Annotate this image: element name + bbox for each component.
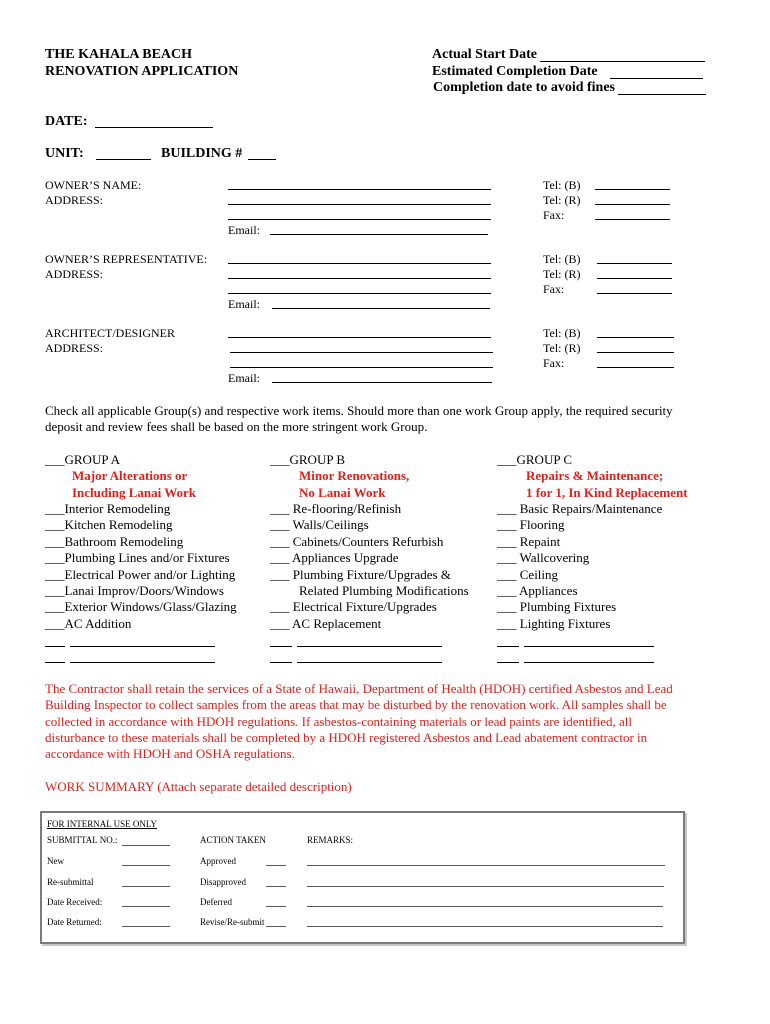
owner-name-label: OWNER’S NAME: <box>45 178 142 192</box>
architect-tel-r-field[interactable] <box>597 352 674 353</box>
action-taken-label: ACTION TAKEN <box>200 835 266 845</box>
internal-action-label: Approved <box>200 856 236 866</box>
new-field[interactable] <box>122 865 170 866</box>
group-b-item[interactable]: ___ Cabinets/Counters Refurbish <box>270 534 444 549</box>
unit-field[interactable] <box>96 159 151 160</box>
owner-address-label: ADDRESS: <box>45 193 104 207</box>
rep-tel-b-field[interactable] <box>597 263 672 264</box>
rep-fax-field[interactable] <box>597 293 672 294</box>
internal-use-box <box>40 811 685 944</box>
group-c-title[interactable]: ___GROUP C <box>497 452 573 467</box>
rep-email-field[interactable] <box>272 308 490 309</box>
architect-label: ARCHITECT/DESIGNER <box>45 326 175 340</box>
owner-email-field[interactable] <box>270 234 488 235</box>
internal-row-label: Date Returned: <box>47 917 102 927</box>
group-a-item[interactable]: ___Exterior Windows/Glass/Glazing <box>45 599 237 614</box>
architect-fax-label: Fax: <box>543 356 565 370</box>
group-c-blank-field-1[interactable] <box>524 646 654 647</box>
approved-field[interactable] <box>266 865 286 866</box>
group-b-item[interactable]: ___ Walls/Ceilings <box>270 517 369 532</box>
owner-address-field-2[interactable] <box>228 219 491 220</box>
form-title-line1: THE KAHALA BEACH <box>45 47 193 62</box>
form-title-line2: RENOVATION APPLICATION <box>45 64 239 79</box>
hdoh-paragraph-line-4: disturbance to these materials shall be completed by a HDOH registered Asbestos and Lead abatement contractor in <box>45 730 648 745</box>
group-b-blank-field-2[interactable] <box>297 662 442 663</box>
date-received-field[interactable] <box>122 906 170 907</box>
group-c-item[interactable]: ___ Lighting Fixtures <box>497 616 611 631</box>
estimated-completion-label: Estimated Completion Date <box>432 64 598 79</box>
owner-address-field-1[interactable] <box>228 204 491 205</box>
internal-row-label: Date Received: <box>47 897 103 907</box>
group-a-title[interactable]: ___GROUP A <box>45 452 121 467</box>
architect-tel-b-field[interactable] <box>597 337 674 338</box>
date-returned-field[interactable] <box>122 926 170 927</box>
group-b-blank-field-1[interactable] <box>297 646 442 647</box>
group-a-subtitle-1: Major Alterations or <box>72 468 188 483</box>
group-a-blank-field-1[interactable] <box>70 646 215 647</box>
architect-email-label: Email: <box>228 371 260 385</box>
rep-address-field-1[interactable] <box>228 278 491 279</box>
group-c-item[interactable]: ___ Plumbing Fixtures <box>497 599 617 614</box>
internal-row-label: New <box>47 856 64 866</box>
owner-email-label: Email: <box>228 223 260 237</box>
completion-fines-field[interactable] <box>618 94 706 95</box>
architect-address-field-2[interactable] <box>230 367 493 368</box>
unit-label: UNIT: <box>45 146 84 161</box>
group-c-blank-check-2[interactable] <box>497 662 519 663</box>
rep-fax-label: Fax: <box>543 282 565 296</box>
rep-name-label: OWNER’S REPRESENTATIVE: <box>45 252 208 266</box>
group-c-blank-check-1[interactable] <box>497 646 519 647</box>
group-b-subtitle-1: Minor Renovations, <box>299 468 410 483</box>
rep-name-field[interactable] <box>228 263 491 264</box>
group-b-item[interactable]: ___ Plumbing Fixture/Upgrades & <box>270 567 451 582</box>
date-label: DATE: <box>45 114 88 129</box>
group-c-item[interactable]: ___ Ceiling <box>497 567 559 582</box>
internal-action-label: Deferred <box>200 897 232 907</box>
remarks-field-3[interactable] <box>307 906 663 907</box>
remarks-field-2[interactable] <box>307 886 664 887</box>
architect-name-field[interactable] <box>228 337 491 338</box>
remarks-field-1[interactable] <box>307 865 665 866</box>
group-a-item[interactable]: ___Electrical Power and/or Lighting <box>45 567 236 582</box>
group-c-item[interactable]: ___ Flooring <box>497 517 565 532</box>
rep-address-field-2[interactable] <box>228 293 491 294</box>
group-a-item[interactable]: ___Plumbing Lines and/or Fixtures <box>45 550 230 565</box>
group-b-title[interactable]: ___GROUP B <box>270 452 346 467</box>
hdoh-paragraph-line-2: Building Inspector to collect samples from the areas that may be disturbed by the renovation work. All samples shall be <box>45 697 667 712</box>
instructions-line-1: Check all applicable Group(s) and respective work items. Should more than one work Group apply, the required security <box>45 403 673 418</box>
group-c-item[interactable]: ___ Wallcovering <box>497 550 590 565</box>
owner-fax-field[interactable] <box>595 219 670 220</box>
owner-tel-r-field[interactable] <box>595 204 670 205</box>
revise-resubmit-field[interactable] <box>266 926 286 927</box>
group-a-item[interactable]: ___AC Addition <box>45 616 132 631</box>
group-a-item[interactable]: ___Kitchen Remodeling <box>45 517 173 532</box>
hdoh-paragraph-line-5: accordance with HDOH and OSHA regulations. <box>45 746 295 761</box>
owner-tel-r-label: Tel: (R) <box>543 193 581 207</box>
work-summary-label: WORK SUMMARY (Attach separate detailed description) <box>45 779 352 794</box>
date-field[interactable] <box>95 127 213 128</box>
completion-fines-label: Completion date to avoid fines <box>433 80 615 95</box>
owner-tel-b-field[interactable] <box>595 189 670 190</box>
group-a-item[interactable]: ___Bathroom Remodeling <box>45 534 184 549</box>
rep-tel-b-label: Tel: (B) <box>543 252 581 266</box>
building-field[interactable] <box>248 159 276 160</box>
building-label: BUILDING # <box>161 146 243 161</box>
group-b-item-continued: Related Plumbing Modifications <box>299 583 469 598</box>
group-c-item[interactable]: ___ Appliances <box>497 583 578 598</box>
group-c-subtitle-1: Repairs & Maintenance; <box>526 468 664 483</box>
rep-email-label: Email: <box>228 297 260 311</box>
submittal-no-label: SUBMITTAL NO.: <box>47 835 118 845</box>
group-b-item[interactable]: ___ Appliances Upgrade <box>270 550 399 565</box>
architect-email-field[interactable] <box>272 382 492 383</box>
remarks-field-4[interactable] <box>307 926 663 927</box>
group-a-item[interactable]: ___Lanai Improv/Doors/Windows <box>45 583 224 598</box>
group-a-blank-check-2[interactable] <box>45 662 65 663</box>
internal-action-label: Revise/Re-submit <box>200 917 265 927</box>
group-a-subtitle-2: Including Lanai Work <box>72 485 197 500</box>
internal-action-label: Disapproved <box>200 877 246 887</box>
architect-fax-field[interactable] <box>597 367 674 368</box>
architect-tel-r-label: Tel: (R) <box>543 341 581 355</box>
internal-use-heading: FOR INTERNAL USE ONLY <box>47 819 158 829</box>
architect-tel-b-label: Tel: (B) <box>543 326 581 340</box>
deferred-field[interactable] <box>266 906 286 907</box>
rep-tel-r-label: Tel: (R) <box>543 267 581 281</box>
group-b-item[interactable]: ___ AC Replacement <box>270 616 382 631</box>
owner-tel-b-label: Tel: (B) <box>543 178 581 192</box>
hdoh-paragraph-line-3: collected in accordance with HDOH regulations. If asbestos-containing materials or lead paints are identified, all <box>45 714 632 729</box>
architect-address-field-1[interactable] <box>230 352 493 353</box>
owner-name-field[interactable] <box>228 189 491 190</box>
group-a-item[interactable]: ___Interior Remodeling <box>45 501 171 516</box>
group-b-item[interactable]: ___ Electrical Fixture/Upgrades <box>270 599 437 614</box>
actual-start-label: Actual Start Date <box>432 47 537 62</box>
group-c-subtitle-2: 1 for 1, In Kind Replacement <box>526 485 688 500</box>
architect-address-label: ADDRESS: <box>45 341 104 355</box>
instructions-line-2: deposit and review fees shall be based on the more stringent work Group. <box>45 419 428 434</box>
estimated-completion-field[interactable] <box>610 78 703 79</box>
group-c-item[interactable]: ___ Repaint <box>497 534 561 549</box>
group-c-blank-field-2[interactable] <box>524 662 654 663</box>
group-b-blank-check-1[interactable] <box>270 646 292 647</box>
group-a-blank-field-2[interactable] <box>70 662 215 663</box>
internal-row-label: Re-submittal <box>47 877 94 887</box>
group-a-blank-check-1[interactable] <box>45 646 65 647</box>
group-b-blank-check-2[interactable] <box>270 662 292 663</box>
rep-address-label: ADDRESS: <box>45 267 104 281</box>
group-b-item[interactable]: ___ Re-flooring/Refinish <box>270 501 402 516</box>
disapproved-field[interactable] <box>266 886 286 887</box>
remarks-label: REMARKS: <box>307 835 354 845</box>
actual-start-field[interactable] <box>540 61 705 62</box>
rep-tel-r-field[interactable] <box>597 278 672 279</box>
group-b-subtitle-2: No Lanai Work <box>299 485 386 500</box>
group-c-item[interactable]: ___ Basic Repairs/Maintenance <box>497 501 663 516</box>
submittal-no-field[interactable] <box>122 845 170 846</box>
hdoh-paragraph-line-1: The Contractor shall retain the services of a State of Hawaii, Department of Health (HDOH) certified Asbestos and Lead <box>45 681 673 696</box>
owner-fax-label: Fax: <box>543 208 565 222</box>
resubmittal-field[interactable] <box>122 886 170 887</box>
